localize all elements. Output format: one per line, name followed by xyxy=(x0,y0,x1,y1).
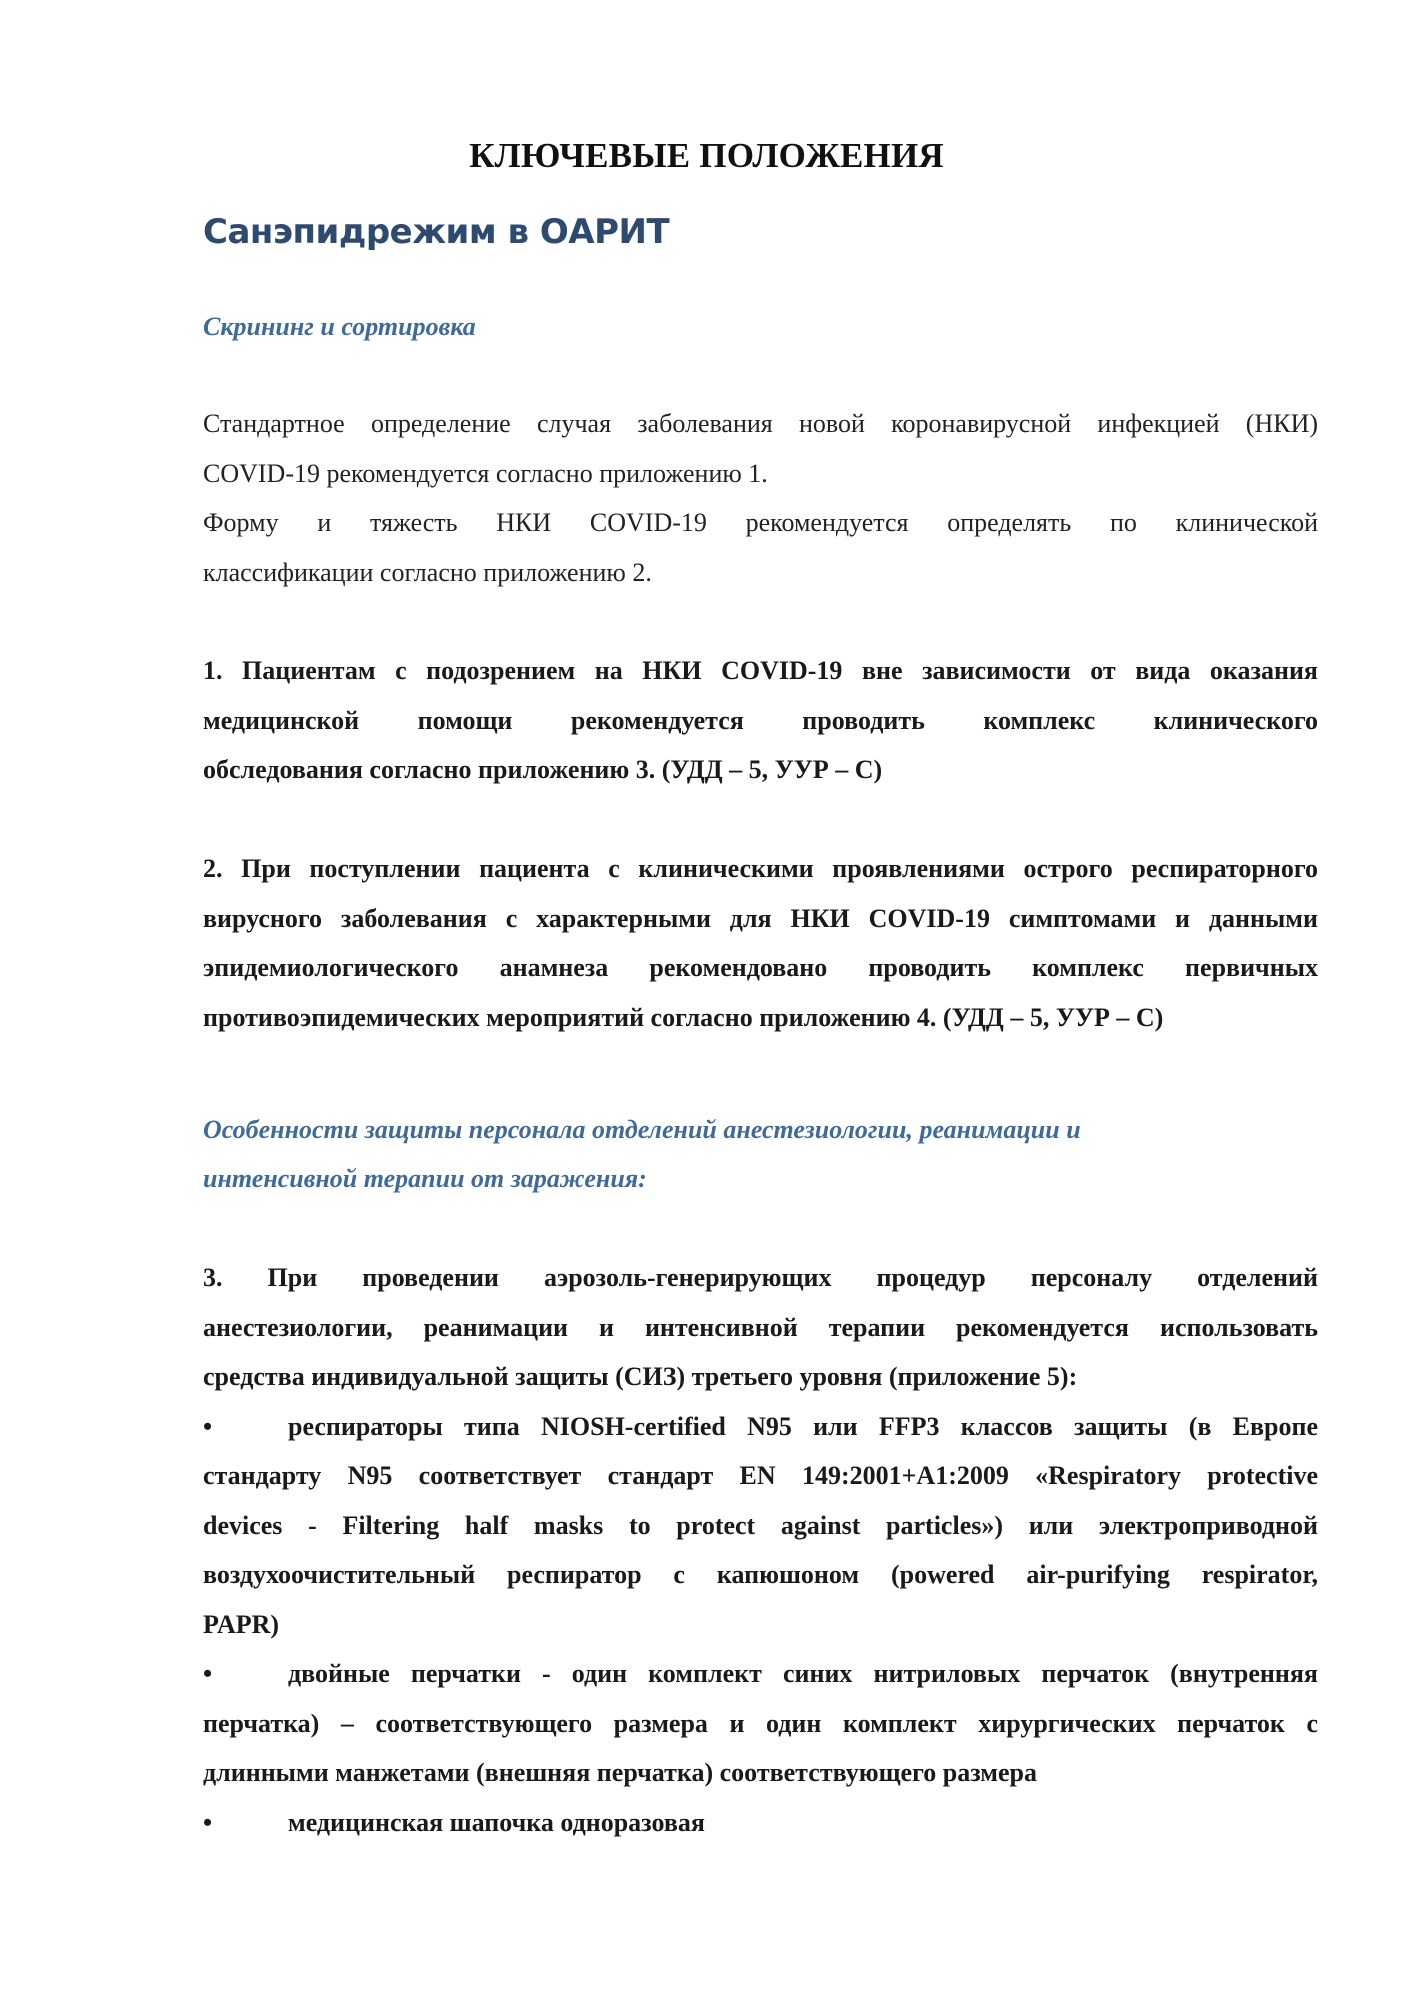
intro-p2-line2: классификации согласно приложению 2. xyxy=(203,557,652,587)
rec2-line4: противоэпидемических мероприятий согласно приложению 4. (УДД – 5, УУР – С) xyxy=(203,1002,1164,1032)
bullet1-line2: стандарту N95 соответствует стандарт EN 149:2001+A1:2009 «Respiratory protective xyxy=(203,1461,1318,1490)
rec2-line3: эпидемиологического анамнеза рекомендовано проводить комплекс первичных xyxy=(203,953,1318,982)
bullet1-line4: воздухоочистительный респиратор с капюшоном (powered air-purifying respirator, xyxy=(203,1560,1318,1589)
intro-p2-line1: Форму и тяжесть НКИ COVID-19 рекомендуется определять по клинической xyxy=(203,508,1318,537)
subsection-heading-protection xyxy=(203,1105,1081,1203)
protection-heading-line1: Особенности защиты персонала отделений анестезиологии, реанимации и xyxy=(203,1115,1081,1144)
rec1-line3: обследования согласно приложению 3. (УДД – 5, УУР – С) xyxy=(203,755,883,784)
intro-p1-line2: COVID-19 рекомендуется согласно приложению 1. xyxy=(203,458,768,488)
rec3-line2: анестезиологии, реанимации и интенсивной терапии рекомендуется использовать xyxy=(203,1312,1318,1342)
bullet1-line5: PAPR) xyxy=(203,1609,280,1639)
protection-heading-line2: интенсивной терапии от заражения: xyxy=(203,1164,647,1193)
bullet2-line2: перчатка) – соответствующего размера и один комплект хирургических перчаток с xyxy=(203,1708,1318,1738)
bullet2-line3: длинными манжетами (внешняя перчатка) соответствующего размера xyxy=(203,1758,1038,1787)
page-title: КЛЮЧЕВЫЕ ПОЛОЖЕНИЯ xyxy=(469,136,944,175)
ppe-bullet-gloves xyxy=(203,1649,1318,1798)
bullet-icon: • xyxy=(203,1411,213,1441)
ppe-bullet-respirators xyxy=(203,1402,1318,1650)
rec1-line2: медицинской помощи рекомендуется проводить комплекс клинического xyxy=(203,705,1318,735)
recommendation-1 xyxy=(203,646,1318,795)
rec2-line1: 2. При поступлении пациента с клиническими проявлениями острого респираторного xyxy=(203,854,1318,883)
recommendation-2 xyxy=(203,844,1318,1042)
ppe-bullet-cap xyxy=(203,1798,1318,1848)
rec3-line3: средства индивидуальной защиты (СИЗ) третьего уровня (приложение 5): xyxy=(203,1362,1078,1391)
recommendation-3 xyxy=(203,1253,1318,1847)
rec3-line1: 3. При проведении аэрозоль-генерирующих процедур персоналу отделений xyxy=(203,1263,1318,1292)
subsection-heading-screening: Скрининг и сортировка xyxy=(203,312,476,341)
bullet1-line1: респираторы типа NIOSH-certified N95 или FFP3 классов защиты (в Европе xyxy=(288,1411,1318,1441)
bullet1-line3: devices - Filtering half masks to protect against particles») или электроприводной xyxy=(203,1510,1318,1540)
rec2-line2: вирусного заболевания с характерными для НКИ COVID-19 симптомами и данными xyxy=(203,903,1318,933)
intro-p1-line1: Стандартное определение случая заболевания новой коронавирусной инфекцией (НКИ) xyxy=(203,409,1318,438)
bullet3-line1: медицинская шапочка одноразовая xyxy=(288,1807,705,1837)
bullet-icon: • xyxy=(203,1659,213,1688)
intro-paragraphs xyxy=(203,399,1318,597)
rec1-line1: 1. Пациентам с подозрением на НКИ COVID-19 вне зависимости от вида оказания xyxy=(203,656,1318,685)
section-heading: Санэпидрежим в ОАРИТ xyxy=(203,212,670,252)
bullet2-line1: двойные перчатки - один комплект синих нитриловых перчаток (внутренняя xyxy=(288,1659,1318,1688)
bullet-icon: • xyxy=(203,1807,213,1837)
